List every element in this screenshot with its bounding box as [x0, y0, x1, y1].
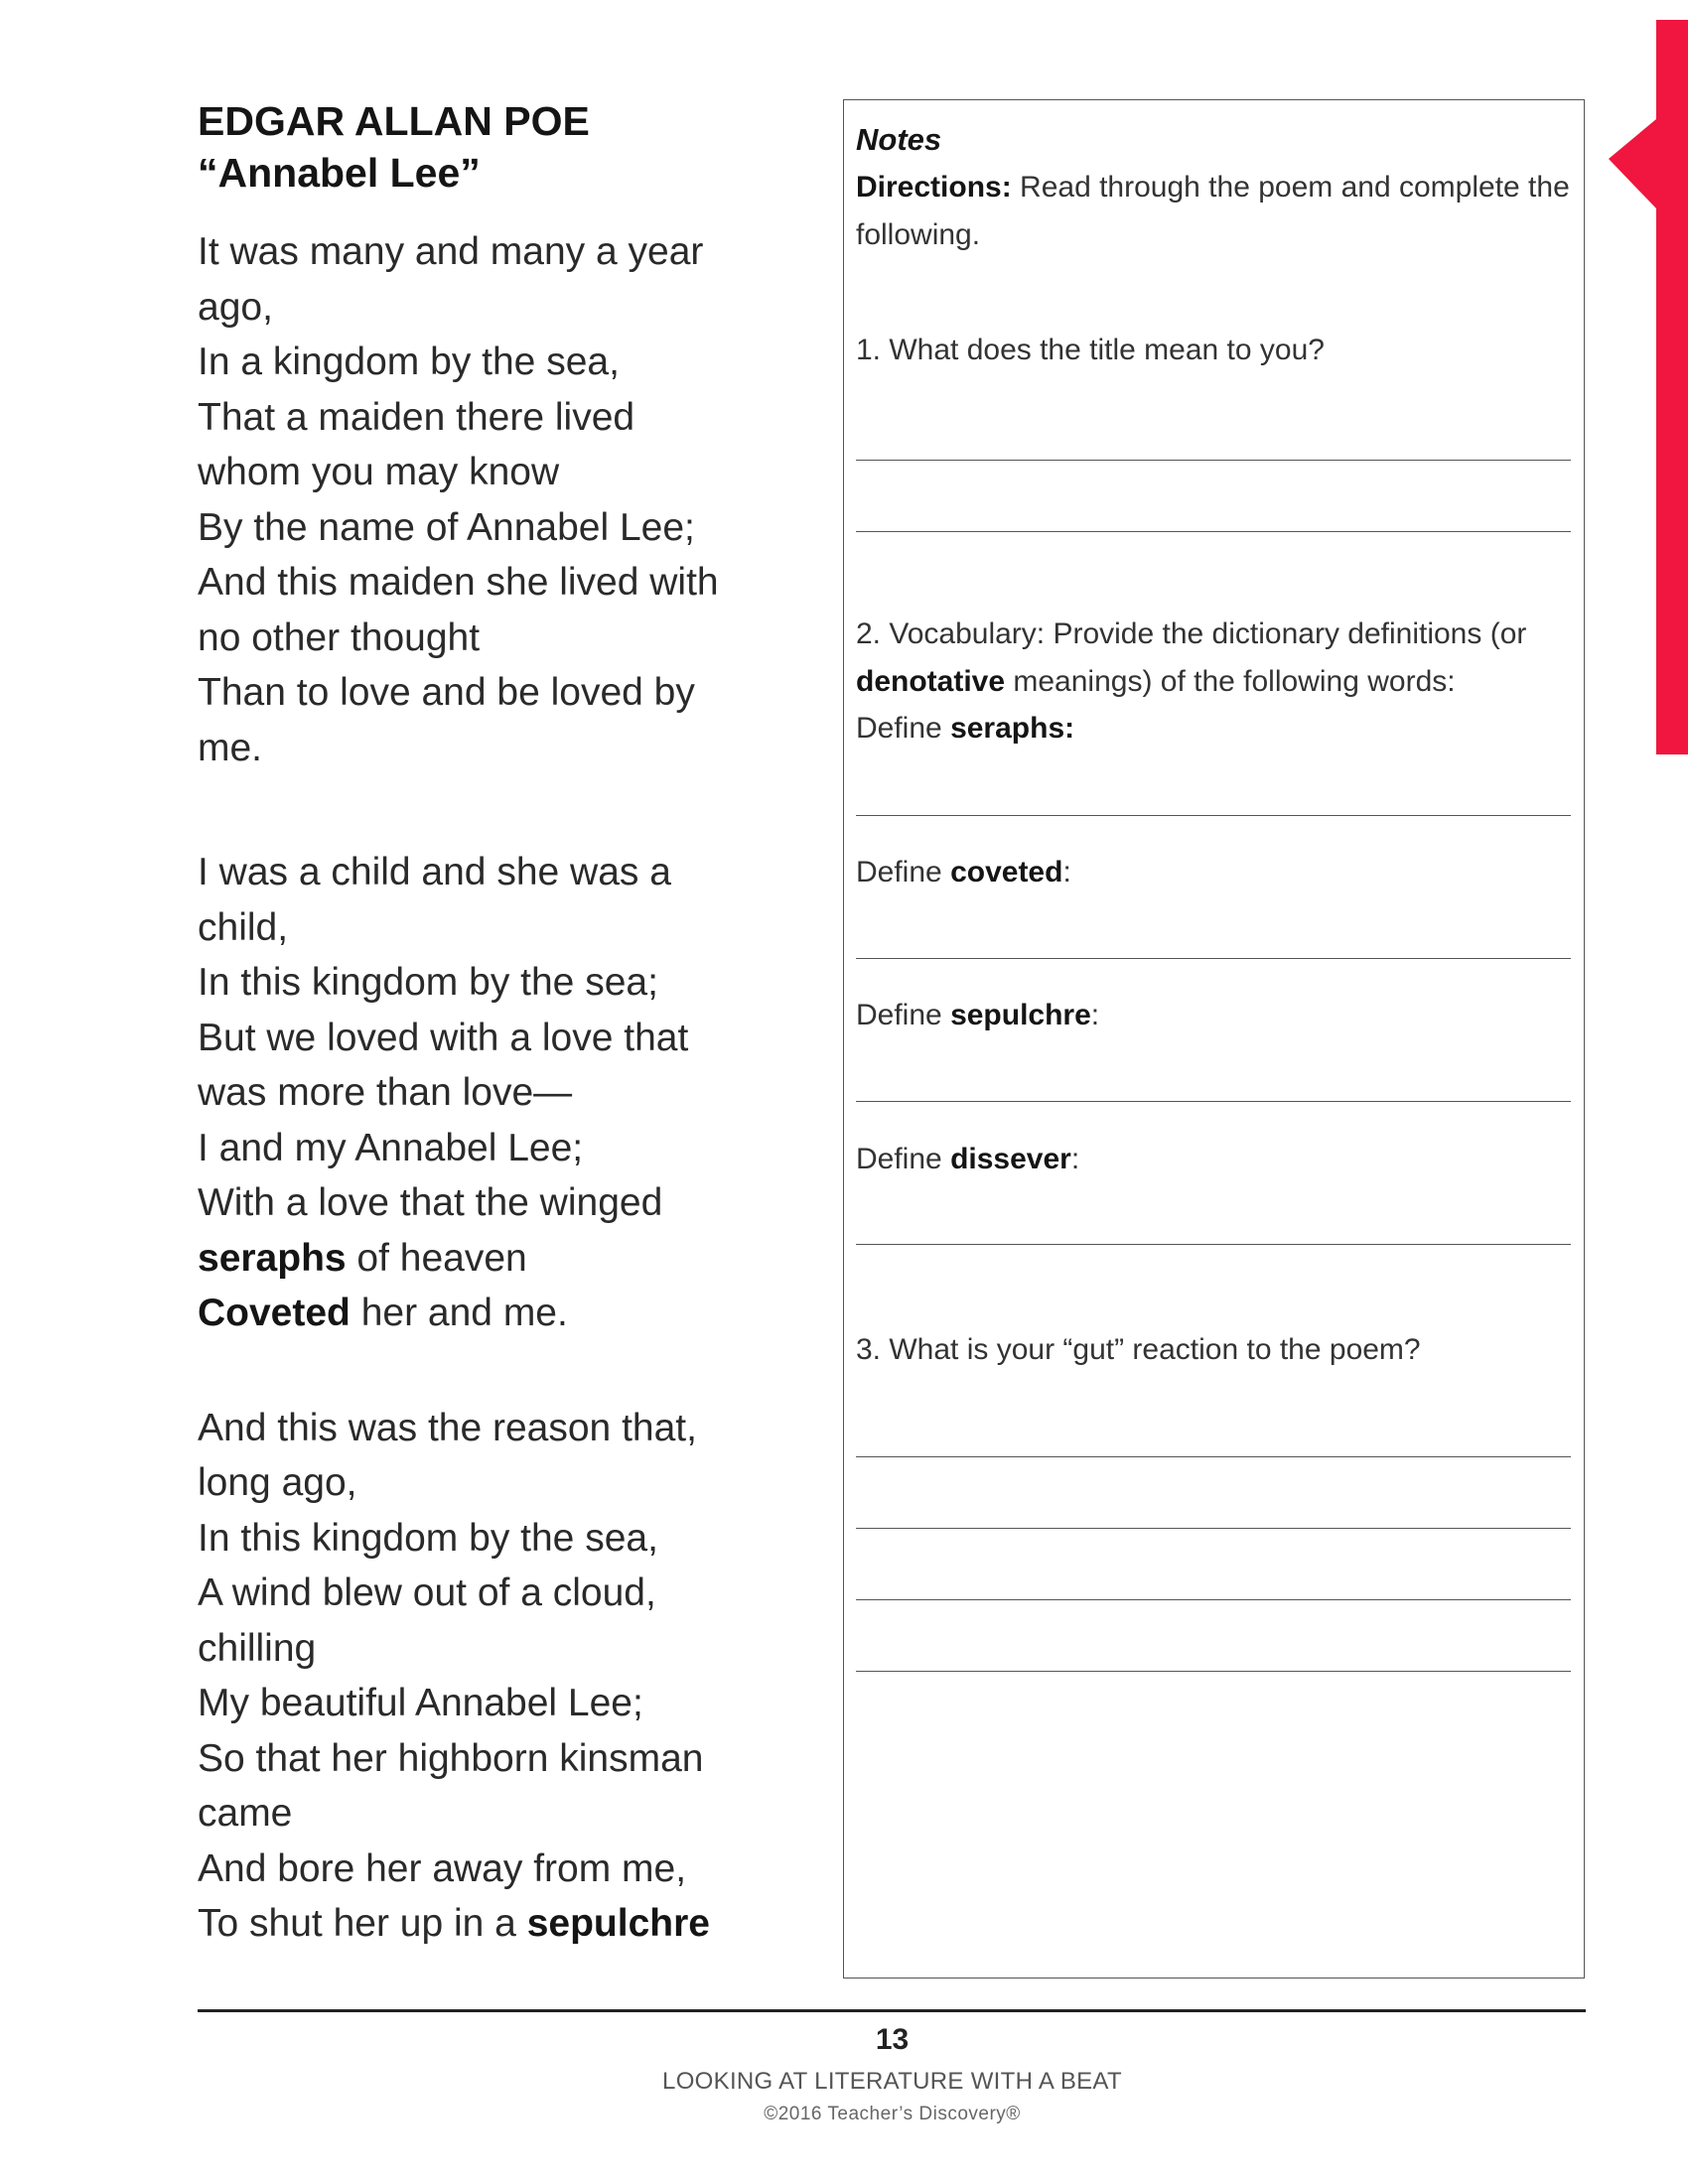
poem-line-sepulchre: [198, 1896, 793, 1952]
highlighted-word: Coveted: [198, 1292, 351, 1334]
poem-line: And bore her away from me,: [198, 1846, 687, 1890]
define-coveted: [856, 849, 1576, 896]
define-label: Define: [856, 856, 951, 888]
answer-line[interactable]: [856, 1101, 1571, 1102]
poem-line: Than to love and be loved by: [198, 671, 695, 714]
poem-line: So that her highborn kinsman: [198, 1736, 704, 1780]
question-3: 3. What is your “gut” reaction to the poem?: [856, 1333, 1421, 1366]
vocab-word: coveted: [950, 856, 1063, 888]
colon: :: [1070, 1143, 1080, 1175]
poem-line: And this was the reason that,: [198, 1406, 697, 1449]
poem-line: was more than love—: [198, 1071, 573, 1114]
stanza-1: [198, 224, 793, 775]
poem-line: My beautiful Annabel Lee;: [198, 1682, 643, 1724]
vocab-word: sepulchre: [950, 999, 1091, 1031]
poem-line: But we loved with a love that: [198, 1016, 689, 1059]
define-sepulchre: [856, 992, 1576, 1039]
poem-line: child,: [198, 905, 289, 949]
poem-line: me.: [198, 726, 263, 769]
question-2: [856, 611, 1576, 705]
poem-line: In a kingdom by the sea,: [198, 341, 620, 383]
highlighted-word: seraphs: [198, 1236, 347, 1280]
vocab-word: seraphs:: [950, 712, 1075, 745]
footer-divider: [198, 2009, 1586, 2012]
poem-line: It was many and many a year: [198, 230, 704, 273]
directions: [856, 164, 1571, 258]
poem-line: In this kingdom by the sea,: [198, 1516, 658, 1560]
answer-line[interactable]: [856, 958, 1571, 959]
line-prefix: To shut her up in a: [198, 1902, 527, 1945]
poem-line: came: [198, 1792, 293, 1835]
answer-line[interactable]: [856, 1244, 1571, 1245]
define-label: Define: [856, 1143, 951, 1175]
poem-line: long ago,: [198, 1461, 357, 1504]
answer-line[interactable]: [856, 1599, 1571, 1600]
page-number: 13: [875, 2023, 910, 2056]
colon: :: [1090, 999, 1100, 1031]
red-edge-tab: [1609, 20, 1688, 754]
poem-line: no other thought: [198, 615, 481, 659]
answer-line[interactable]: [856, 531, 1571, 532]
directions-label: Directions:: [856, 171, 1012, 204]
poem-line: A wind blew out of a cloud,: [198, 1571, 656, 1614]
stanza-3: [198, 1401, 793, 1952]
define-label: Define: [856, 999, 951, 1031]
poem-line: And this maiden she lived with: [198, 561, 719, 604]
q2-suffix: meanings) of the following words:: [1005, 664, 1456, 698]
answer-line[interactable]: [856, 460, 1571, 461]
define-label: Define: [856, 712, 951, 745]
directions-text: Read through the poem and complete the following.: [856, 171, 1570, 251]
poem-column: [198, 95, 793, 2021]
poem-line: ago,: [198, 285, 273, 329]
question-1: 1. What does the title mean to you?: [856, 334, 1325, 366]
line-rest: her and me.: [350, 1292, 568, 1334]
poem-line: That a maiden there lived: [198, 395, 635, 439]
q2-prefix: 2. Vocabulary: Provide the dictionary definitions (or: [856, 617, 1527, 650]
notes-title: Notes: [856, 122, 942, 157]
answer-line[interactable]: [856, 1528, 1571, 1529]
poem-line-seraphs: [198, 1231, 793, 1287]
answer-line[interactable]: [856, 1456, 1571, 1457]
answer-line[interactable]: [856, 815, 1571, 816]
notes-box: [843, 99, 1585, 1979]
line-rest: of heaven: [346, 1236, 527, 1280]
footer-copyright: ©2016 Teacher’s Discovery®: [764, 2104, 1021, 2124]
poem-line: chilling: [198, 1626, 317, 1670]
poem-line: In this kingdom by the sea;: [198, 961, 658, 1004]
notes-header: [856, 116, 1571, 258]
stanza-2: [198, 845, 793, 1341]
poem-line: I and my Annabel Lee;: [198, 1126, 584, 1169]
define-seraphs: [856, 705, 1576, 752]
poem-line: whom you may know: [198, 451, 560, 493]
poem-line: I was a child and she was a: [198, 851, 671, 893]
define-dissever: [856, 1136, 1576, 1183]
author-heading: EDGAR ALLAN POE: [198, 98, 590, 144]
poem-line: By the name of Annabel Lee;: [198, 505, 695, 549]
colon: :: [1062, 856, 1071, 888]
footer-book-title: LOOKING AT LITERATURE WITH A BEAT: [662, 2068, 1122, 2095]
poem-line: With a love that the winged: [198, 1181, 663, 1224]
answer-line[interactable]: [856, 1671, 1571, 1672]
poem-title: “Annabel Lee”: [198, 150, 481, 196]
q2-bold-term: denotative: [856, 664, 1006, 698]
vocab-word: dissever: [950, 1143, 1071, 1175]
highlighted-word: sepulchre: [526, 1902, 710, 1945]
poem-line-coveted: [198, 1286, 793, 1341]
